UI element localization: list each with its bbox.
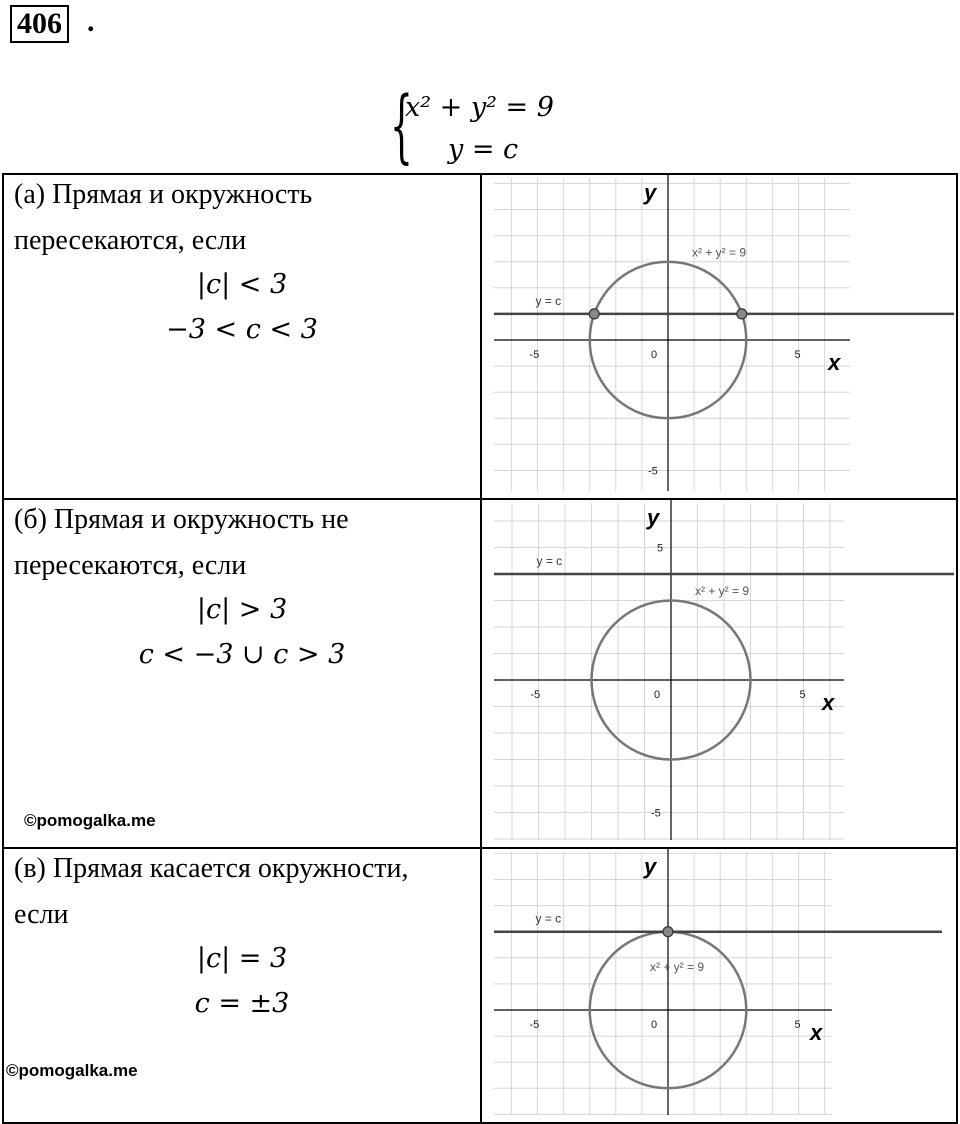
y-axis-label: y xyxy=(647,505,660,530)
solution-table xyxy=(2,173,958,1124)
case-c-math1: |c| = 3 xyxy=(196,943,288,974)
circle-label: x² + y² = 9 xyxy=(692,245,747,260)
case-b-graph xyxy=(482,500,954,842)
intersection-point xyxy=(737,309,747,319)
case-a-graph xyxy=(482,175,954,493)
line-label: y = c xyxy=(535,911,562,926)
case-c-line1: (в) Прямая касается окружности, xyxy=(14,853,409,884)
intersection-point xyxy=(589,309,599,319)
case-c-math2: c = ±3 xyxy=(194,988,290,1019)
equation-system xyxy=(390,79,630,172)
case-b-line2: пересекаются, если xyxy=(14,550,247,581)
case-b-line1: (б) Прямая и окружность не xyxy=(14,504,349,535)
case-a-line2: пересекаются, если xyxy=(14,225,247,256)
case-a-graph-cell xyxy=(481,174,957,499)
tick-label-y-pos: 5 xyxy=(657,542,664,555)
tick-label-x-neg: -5 xyxy=(530,689,541,701)
tick-label-x-pos: 5 xyxy=(799,689,806,701)
x-axis-label: x xyxy=(810,1020,823,1045)
case-row-c xyxy=(3,848,957,1123)
tick-label-x-neg: -5 xyxy=(529,349,540,361)
case-b-math2: c < −3 ∪ c > 3 xyxy=(138,639,346,670)
line-label: y = c xyxy=(536,554,563,568)
system-equation-line: y = c xyxy=(448,134,519,165)
case-a-math2: −3 < c < 3 xyxy=(166,314,318,345)
problem-number: 406 xyxy=(10,5,69,43)
tick-label-x-neg: -5 xyxy=(529,1019,540,1031)
tick-label-y-neg: -5 xyxy=(648,465,658,478)
case-a-line1: (а) Прямая и окружность xyxy=(14,179,313,210)
case-c-graph xyxy=(482,849,954,1117)
tick-label-y-neg: -5 xyxy=(651,807,661,820)
watermark: ©pomogalka.me xyxy=(24,811,156,830)
case-c-graph-cell xyxy=(481,848,957,1123)
tick-label-origin: 0 xyxy=(654,689,661,701)
y-axis-label: y xyxy=(644,180,657,205)
tick-label-x-pos: 5 xyxy=(794,349,801,361)
case-row-b xyxy=(3,499,957,848)
case-c-line2: если xyxy=(14,899,69,930)
y-axis-label: y xyxy=(644,854,657,879)
x-axis-label: x xyxy=(828,350,841,375)
x-axis-label: x xyxy=(822,690,835,715)
case-a-text-cell xyxy=(3,174,481,499)
circle-label: x² + y² = 9 xyxy=(650,959,705,974)
case-b-text-cell xyxy=(3,499,481,848)
case-a-math1: |c| < 3 xyxy=(196,269,288,300)
line-label: y = c xyxy=(535,293,562,308)
system-brace: { xyxy=(390,79,413,172)
system-equation-circle: x² + y² = 9 xyxy=(405,92,554,123)
tick-label-origin: 0 xyxy=(651,1019,658,1031)
circle-label: x² + y² = 9 xyxy=(695,584,750,599)
case-b-graph-cell xyxy=(481,499,957,848)
intersection-point xyxy=(663,927,673,937)
case-row-a xyxy=(3,174,957,499)
case-b-math1: |c| > 3 xyxy=(196,594,288,625)
watermark: ©pomogalka.me xyxy=(6,1061,138,1080)
problem-number-dot: . xyxy=(87,5,95,38)
tick-label-origin: 0 xyxy=(651,349,658,361)
case-c-text-cell xyxy=(3,848,481,1123)
tick-label-x-pos: 5 xyxy=(794,1019,801,1031)
